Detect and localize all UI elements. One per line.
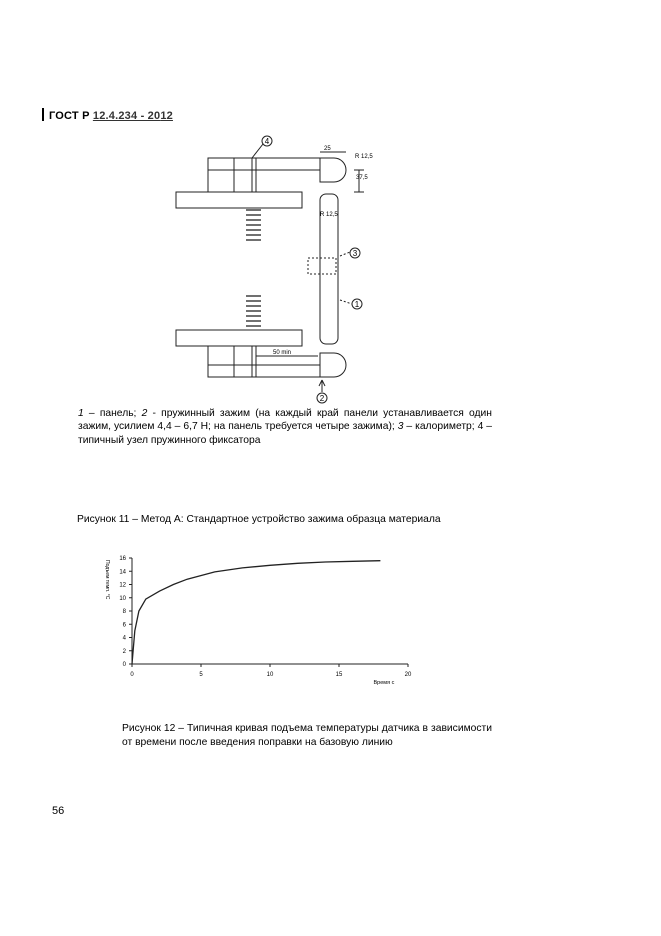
x-tick-label: 10 bbox=[266, 672, 274, 678]
upper-panel-plate bbox=[176, 192, 302, 208]
callout-1-label: 1 bbox=[354, 300, 360, 309]
y-tick-label: 8 bbox=[122, 609, 126, 615]
top-arm bbox=[208, 158, 320, 170]
x-tick-label: 0 bbox=[130, 672, 134, 678]
top-left-post bbox=[208, 158, 234, 192]
y-axis-label: Подъем темп. °С bbox=[104, 560, 110, 600]
x-tick-label: 20 bbox=[404, 672, 412, 678]
x-axis-label: Время с bbox=[373, 680, 395, 686]
document-header bbox=[42, 108, 173, 122]
y-tick-label: 10 bbox=[119, 595, 126, 602]
legend-text-1: – панель; bbox=[83, 408, 142, 419]
chart-axes bbox=[132, 558, 408, 664]
standard-year: 12 bbox=[160, 110, 173, 122]
y-tick-label: 4 bbox=[122, 635, 126, 642]
y-tick-label: 2 bbox=[122, 648, 126, 655]
y-tick-label: 16 bbox=[119, 556, 126, 562]
top-rounded-end bbox=[320, 158, 346, 182]
y-tick-label: 14 bbox=[119, 569, 126, 576]
callout-4-label: 4 bbox=[264, 137, 270, 146]
legend-text-2: - пружинный зажим (на каждый край панели устанавливается один зажим, усилием 4,4 – 6,7 Н; на панель требуется четыре зажима); bbox=[78, 408, 492, 433]
legend-text-3: – калориметр; 4 – типичный узел пружинного фиксатора bbox=[78, 421, 492, 446]
standard-number: 12.4.234 - 20 bbox=[92, 110, 161, 122]
temperature-rise-chart bbox=[96, 548, 426, 698]
page-number: 56 bbox=[52, 805, 65, 817]
temperature-curve bbox=[132, 561, 380, 664]
upper-spring bbox=[246, 210, 261, 240]
lower-panel-plate bbox=[176, 330, 302, 346]
bottom-rounded-end bbox=[320, 353, 346, 377]
figure-12-caption: Рисунок 12 – Типичная кривая подъема температуры датчика в зависимости от времени после введения поправки на базовую линию bbox=[122, 723, 492, 748]
standard-prefix: ГОСТ Р bbox=[49, 110, 93, 122]
y-tick-label: 6 bbox=[122, 622, 126, 629]
legend-num-1: 1 bbox=[78, 408, 84, 419]
y-tick-label: 12 bbox=[119, 582, 126, 589]
dim-radius-mid: R 12,5 bbox=[320, 212, 338, 218]
legend-num-3: 3 bbox=[397, 421, 404, 433]
header-margin-bar bbox=[42, 108, 44, 121]
legend-num-2: 2 bbox=[141, 408, 148, 419]
dim-37-5: 37,5 bbox=[356, 175, 368, 181]
dim-50-min: 50 min bbox=[273, 350, 292, 356]
lower-spring bbox=[246, 296, 261, 326]
dim-25: 25 bbox=[324, 146, 331, 152]
x-tick-label: 15 bbox=[335, 672, 343, 678]
chart-ticks bbox=[119, 556, 412, 678]
callout-3-label: 3 bbox=[352, 249, 358, 258]
bottom-arm bbox=[208, 365, 320, 377]
figure-11-legend bbox=[78, 407, 492, 447]
callout-2-label: 2 bbox=[319, 394, 325, 403]
y-tick-label: 0 bbox=[122, 662, 126, 668]
dim-radius-top: R 12,5 bbox=[355, 154, 373, 160]
calorimeter bbox=[308, 258, 336, 274]
bottom-left-post bbox=[208, 346, 234, 377]
figure-11-caption: Рисунок 11 – Метод А: Стандартное устройство зажима образца материала bbox=[77, 514, 441, 525]
x-tick-label: 5 bbox=[199, 672, 203, 678]
clamping-device-drawing bbox=[160, 130, 390, 405]
